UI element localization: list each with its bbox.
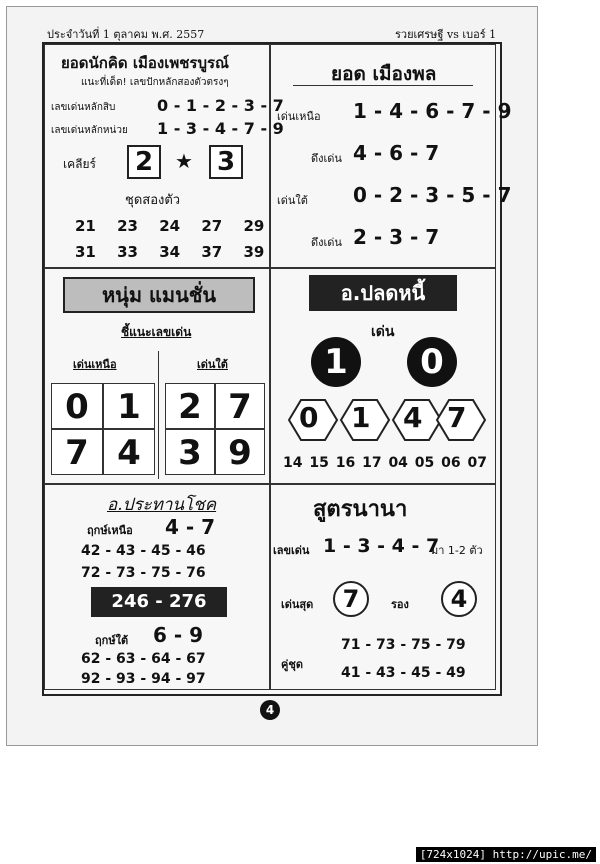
panel-aj-plotnee xyxy=(270,268,496,484)
top-label: เด่นเหนือ xyxy=(277,110,321,123)
units-value: 1 - 3 - 4 - 7 - 9 xyxy=(157,119,284,138)
north-label: ฤกษ์เหนือ xyxy=(87,524,133,537)
hex-digit-4: 7 xyxy=(447,401,467,434)
lead-label: เลขเด่น xyxy=(273,544,310,557)
north-row-1: 42 - 43 - 45 - 46 xyxy=(81,543,206,559)
bottom-pull-value: 2 - 3 - 7 xyxy=(353,225,440,249)
north-value: 4 - 7 xyxy=(165,515,216,539)
panel-title: ยอด เมืองพล xyxy=(331,63,437,85)
clear-digit-a: 2 xyxy=(127,145,161,179)
panel-title: อ.ปลดหนี้ xyxy=(309,275,457,311)
pairs-row-2: 41 - 43 - 45 - 49 xyxy=(341,665,466,681)
number-row: 14 15 16 17 04 05 06 07 xyxy=(283,455,487,471)
lucky-banner: 246 - 276 xyxy=(91,587,227,617)
panel-title: อ.ประทานโชค xyxy=(107,495,217,515)
second-digit: 4 xyxy=(441,581,477,617)
lead-digit-2: 0 xyxy=(407,337,457,387)
panel-sut-nana xyxy=(270,484,496,690)
header-brand: รวยเศรษฐี vs เบอร์ 1 xyxy=(395,28,497,41)
panel-yod-nakkit xyxy=(44,44,284,268)
north-row-2: 72 - 73 - 75 - 76 xyxy=(81,565,206,581)
panel-aj-prathanchok xyxy=(44,484,270,690)
pairs-row-1: 71 - 73 - 75 - 79 xyxy=(341,637,466,653)
panel-title: ยอดนักคิด เมืองเพชรบูรณ์ xyxy=(61,54,229,72)
page-number: 4 xyxy=(260,700,280,720)
north-digit-2: 1 xyxy=(103,383,155,429)
panel-num-mansion xyxy=(44,268,270,484)
right-label: เด่นใต้ xyxy=(197,358,228,371)
north-digit-3: 7 xyxy=(51,429,103,475)
hex-digit-1: 0 xyxy=(299,401,319,434)
best-label: เด่นสุด xyxy=(281,598,314,611)
bottom-value: 0 - 2 - 3 - 5 - 7 xyxy=(353,183,512,207)
star-icon: ★ xyxy=(175,149,193,173)
lead-note: มา 1-2 ตัว xyxy=(431,544,483,557)
south-value: 6 - 9 xyxy=(153,623,204,647)
clear-label: เคลียร์ xyxy=(63,157,96,171)
pairs-label: คู่ชุด xyxy=(281,658,303,671)
clear-digit-b: 3 xyxy=(209,145,243,179)
south-label: ฤกษ์ใต้ xyxy=(95,634,129,647)
panel-subtitle: แนะที่เด็ด! เลขปักหลักสองตัวตรงๆ xyxy=(81,77,229,88)
set-row-2: 31 33 34 37 39 xyxy=(75,243,265,261)
lead-value: 1 - 3 - 4 - 7 xyxy=(323,535,440,557)
left-label: เด่นเหนือ xyxy=(73,358,117,371)
footer-tag: [724x1024] http://upic.me/ xyxy=(416,847,596,862)
south-digit-4: 9 xyxy=(215,429,265,475)
column-divider xyxy=(158,351,159,479)
bottom-pull-label: ดึงเด่น xyxy=(311,236,342,249)
lead-label: เด่น xyxy=(371,324,395,340)
south-digit-3: 3 xyxy=(165,429,215,475)
top-value: 1 - 4 - 6 - 7 - 9 xyxy=(353,99,512,123)
north-digit-4: 4 xyxy=(103,429,155,475)
set-label: ชุดสองตัว xyxy=(125,193,181,208)
second-label: รอง xyxy=(391,598,409,611)
hex-digit-2: 1 xyxy=(351,401,371,434)
lottery-grid xyxy=(42,42,512,696)
south-digit-2: 7 xyxy=(215,383,265,429)
tens-label: เลขเด่นหลักสิบ xyxy=(51,102,116,113)
title-underline xyxy=(293,85,473,86)
tens-value: 0 - 1 - 2 - 3 - 7 xyxy=(157,96,284,115)
header-date: ประจำวันที่ 1 ตุลาคม พ.ศ. 2557 xyxy=(47,28,205,41)
top-pull-label: ดึงเด่น xyxy=(311,152,342,165)
bottom-label: เด่นใต้ xyxy=(277,194,308,207)
lead-digit-1: 1 xyxy=(311,337,361,387)
south-digit-1: 2 xyxy=(165,383,215,429)
south-row-1: 62 - 63 - 64 - 67 xyxy=(81,651,206,667)
panel-title: หนุ่ม แมนชั่น xyxy=(63,277,255,313)
panel-yod-muangphon xyxy=(270,44,512,268)
panel-title: สูตรนานา xyxy=(313,497,408,522)
south-row-2: 92 - 93 - 94 - 97 xyxy=(81,671,206,687)
panel-subtitle: ชี้แนะเลขเด่น xyxy=(121,325,192,339)
set-row-1: 21 23 24 27 29 xyxy=(75,217,265,235)
north-digit-1: 0 xyxy=(51,383,103,429)
units-label: เลขเด่นหลักหน่วย xyxy=(51,125,128,136)
top-pull-value: 4 - 6 - 7 xyxy=(353,141,440,165)
hex-digit-3: 4 xyxy=(403,401,423,434)
best-digit: 7 xyxy=(333,581,369,617)
